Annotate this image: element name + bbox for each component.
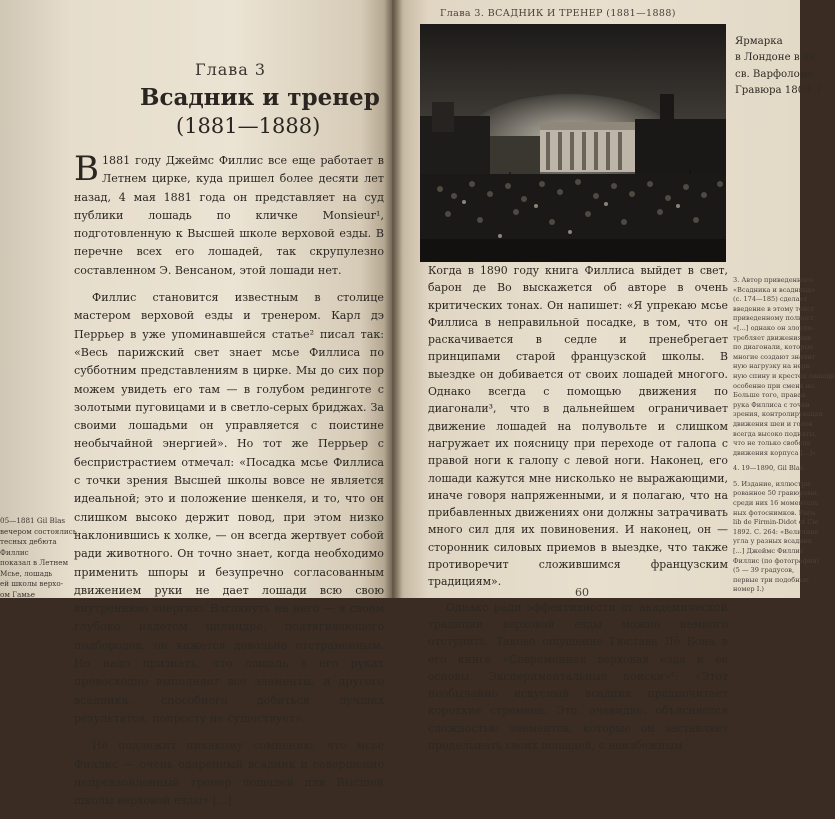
note-line: ных фотоснимков. Paris [733,508,816,517]
margin-note-line: ей школы верхо- [0,579,64,588]
note-line: многие создают значит [733,352,816,361]
note-line: требляет движениями [733,333,812,342]
note-line: 4. 19—1890, Gil Blas. [733,464,806,473]
left-paragraph-2: Филлис становится известным в столице мастером верховой езды и тренером. Карл дэ Перрьер в уже упоминавшейся статье² писал так: «Весь парижский свет знает мсье Филлиса по субботним представлениям в цирке. Мы до сих пор можем увидеть его там — в голубом рединготе с золотыми пуговицами и в светло-серых бриджах. За своими лошадьми он управляется с поистине необычайной энергией». Но тот же Перрьер с беспристрастием отмечал: «Посадка мсье Филлиса с точки зрения Высшей школы вовсе не является идеальной; это и положение шенкеля, и то, что он слишком высоко держит повод, при этом низко наклонившись к холке, — он всегда жертвует собой ради животного. Он точно знает, когда необходимо применить шпоры и безупречно согласованным движением руки не дает лошади всю свою внутреннюю энергию. Взглянуть на него — в своем глубоко надетом цилиндре, подтягивающего подбородок, он кажется довольно отстраненным. Но надо признать, что лошадь в его руках превосходно выполняет все элементы, и другого всадника, способного добиться лучших результатов, попросту не существует». [74,291,384,725]
caption-line: Гравюра 1808–1 [735,85,823,97]
note-line: «[...] однако он злоупо- [733,323,814,332]
left-paragraph-3: Не подлежит никакому сомнению, что мсье Филлис — очень одаренный всадник и совершенно непревзойденный тренер лошадей для Высшей школы верховой езды» [...]. [74,739,384,808]
caption-line: св. Варфоломе [735,68,814,80]
note-line: Больше того, правая [733,391,806,400]
margin-note-line: 05—1881 Gil Blas [0,516,66,525]
chapter-label: Глава 3 [195,60,267,79]
note-line: рованное 50 гравюрами, [733,489,819,498]
note-line: 5. Издание, иллюстри- [733,479,813,488]
note-line: всегда высоко подняты, [733,429,817,438]
right-paragraph-2: Однако ради эффективности от академической традиции верховой езды можно немного отступить. Таково ощущение Гюстава Лё Бона в его книге «Современная верховая езда и ее основы. Экспериментальные поиски»⁴: «Этот необычайно искусный всадник предпочитает короткие стремена. Это, очевидно, объясняется сложностью элементов, которые он заставляет проделывать своих лошадей, с неизбежным [428,600,728,753]
page-number: 60 [575,586,589,599]
note-line: движения корпуса [...]» [733,448,816,457]
chapter-title: Всадник и тренер [140,84,380,111]
note-line: рука Филлиса с точки [733,400,810,409]
note-line: [...] Джеймс Филлис [733,547,804,556]
note-line: по диагонали, которые [733,343,814,352]
left-paragraph-1 [74,149,384,280]
note-line: lib de Firmin-Didot et Cie [733,518,819,527]
note-line: приведенному полност [733,314,814,323]
note-line: движения шеи и голов [733,419,813,428]
running-head: Глава 3. ВСАДНИК И ТРЕНЕР (1881—1888) [440,8,676,19]
note-line: ную спину и крестец лошади [733,371,835,380]
fair-engraving-image [420,24,726,262]
note-line: ную нагрузку на нерв- [733,362,812,371]
right-body-text [428,262,728,762]
right-margin-notes [733,276,835,595]
note-line: среди них 16 моменталь [733,499,819,508]
note-line: первые три подобные [733,575,809,584]
left-paragraph-1-text: 1881 году Джеймс Филлис все еще работает в Летнем цирке, куда пришел более десяти лет назад, 4 мая 1881 года он представляет на суд публики лошадь по кличке Monsieur¹, подготовленную к Высшей школе верховой езды. В перечне всех его лошадей, так скрупулезно составленном Э. Венсаном, этой лошади нет. [74,154,384,277]
note-line: 1892. С. 264: «Величина [733,527,819,536]
note-line: угла у разных всадник [733,537,813,546]
left-page [0,0,392,808]
note-line: введение в этому текст [733,304,815,313]
margin-note-line: показал в Летнем [0,558,69,567]
margin-note-line: вечером состоялись [0,526,77,536]
note-line: зрения, контролирующая [733,410,823,419]
right-paragraph-1: Когда в 1890 году книга Филлиса выйдет в свет, барон де Во выскажется об авторе в очень критических тонах. Он напишет: «Я упрекаю мсье Филлиса в неправильной посадке, в том, что он раскачивается в седле и пренебрегает принципами старой французской школы. В выездке он добивается от своих лошадей многого. Однако всегда с помощью движения по диагонали³, что в дальнейшем ограничивает движение лошадей на полувольте и слишком нагружает их поясницу при переходе от галопа с правой ноги к галопу с левой ноги. Наконец, его лошади кажутся мне нисколько не выражающими, иначе говоря напряженными, и я полагаю, что на прибавленных движениях они должны затрачивать много сил для их повиновения. И наконец, он — сторонник силовых приемов в выездке, что также противоречит сложившимся французским традициям». [428,264,728,589]
note-line: что не только свобода [733,439,811,448]
note-line: (с. 174—185) сделает [733,295,808,304]
margin-note-line: Филлис [0,547,29,557]
margin-note-line: ом Гамье [0,589,36,599]
book-gutter [384,0,402,598]
note-line: (5 — 39 градусов, [733,566,795,575]
engraving-caption [735,34,823,100]
chapter-years: (1881—1888) [176,114,321,138]
drop-cap: В [74,149,99,189]
left-body-text [74,149,384,819]
caption-line: Ярмарка [735,36,783,47]
caption-line: в Лондоне в де [735,52,816,64]
note-line: 3. Автор приведенного [733,276,813,284]
note-line: номер I.) [733,585,764,594]
note-line: «Всадника и всадница» [733,285,816,294]
margin-note-line: Мсье, лошадь [0,568,53,578]
note-line: особенно при смене но [733,381,814,390]
left-margin-note [0,516,77,600]
margin-note-line: тесных дебюта [0,537,57,546]
note-line: Филлис (по фотографии) [733,556,820,565]
